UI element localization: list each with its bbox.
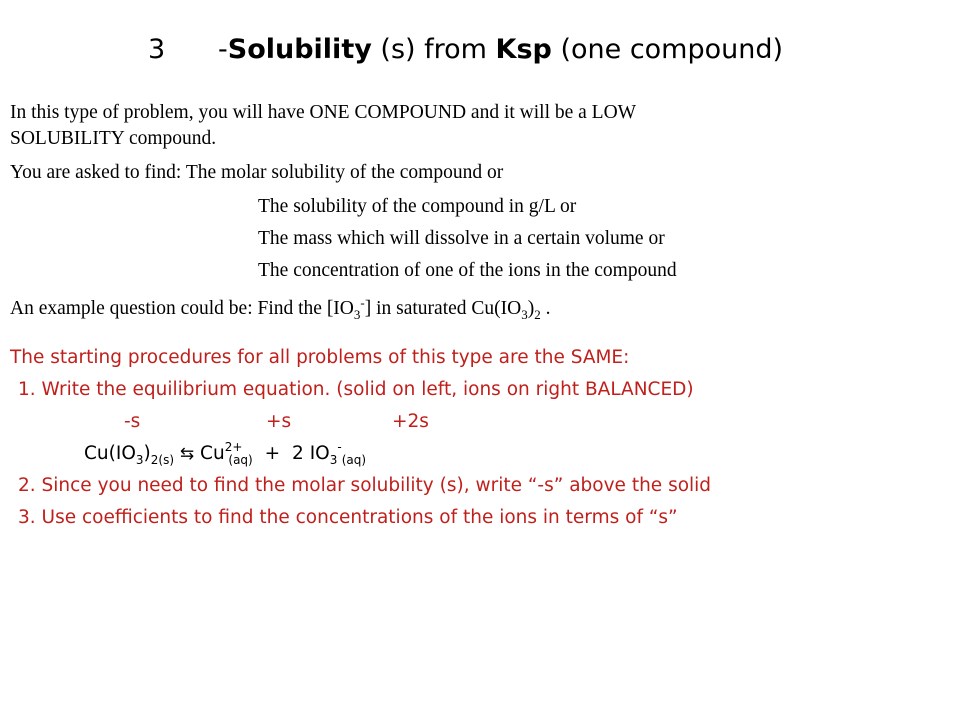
eq-cation: Cu [200, 443, 225, 464]
example-sub-1: 3 [353, 307, 361, 322]
title-end: (one compound) [551, 34, 784, 65]
intro-line-2: SOLUBILITY compound. [10, 128, 217, 149]
eq-cation-charge: 2+ [224, 440, 243, 454]
example-mid: ] in saturated Cu(IO [364, 298, 522, 319]
eq-anion-state: (aq) [341, 453, 367, 467]
eq-solid-state: 2(s) [150, 453, 174, 467]
delta-row [0, 410, 960, 434]
example-sup-1: - [360, 295, 365, 310]
intro-line-1: In this type of problem, you will have ONE COMPOUND and it will be a LOW [10, 102, 637, 123]
procedure-step-1: 1. Write the equilibrium equation. (solid on left, ions on right BALANCED) [18, 379, 694, 400]
example-sub-3: 2 [534, 307, 541, 322]
intro-line-5: The mass which will dissolve in a certain volume or [258, 228, 665, 249]
title-ksp: Ksp [495, 34, 552, 65]
procedure-heading: The starting procedures for all problems of this type are the SAME: [10, 347, 630, 368]
example-question [10, 290, 550, 328]
slide-title [148, 34, 783, 65]
eq-anion-charge: - [337, 440, 342, 454]
eq-cation-state: (aq) [228, 453, 253, 467]
intro-line-6: The concentration of one of the ions in the compound [258, 260, 677, 281]
eq-solid-close: ) [143, 443, 151, 464]
eq-solid-sub: 3 [135, 453, 144, 467]
intro-line-4: The solubility of the compound in g/L or [258, 196, 577, 217]
procedure-step-2: 2. Since you need to find the molar solubility (s), write “-s” above the solid [18, 475, 712, 496]
delta-cation: +s [266, 411, 292, 432]
title-mid: (s) from [371, 34, 496, 65]
delta-anion: +2s [392, 411, 429, 432]
example-prefix: An example question could be: Find the [IO [10, 298, 354, 319]
title-dash: - [218, 34, 228, 65]
procedure-step-3: 3. Use coefficients to find the concentrations of the ions in terms of “s” [18, 507, 678, 528]
title-solubility: Solubility [227, 34, 372, 65]
eq-solid: Cu(IO [84, 443, 136, 464]
intro-line-3: You are asked to find: The molar solubility of the compound or [10, 162, 504, 183]
equilibrium-arrow-icon: ⇆ [179, 444, 195, 464]
eq-coefficient: 2 [292, 443, 304, 464]
example-end: . [540, 298, 551, 319]
delta-solid: -s [124, 411, 141, 432]
example-sub-2: 3 [521, 307, 528, 322]
eq-anion: IO [309, 443, 330, 464]
eq-anion-sub: 3 [329, 453, 338, 467]
example-close: ) [527, 298, 535, 319]
equilibrium-equation [84, 440, 366, 467]
title-number: 3 [148, 34, 166, 65]
eq-plus: + [264, 443, 281, 464]
